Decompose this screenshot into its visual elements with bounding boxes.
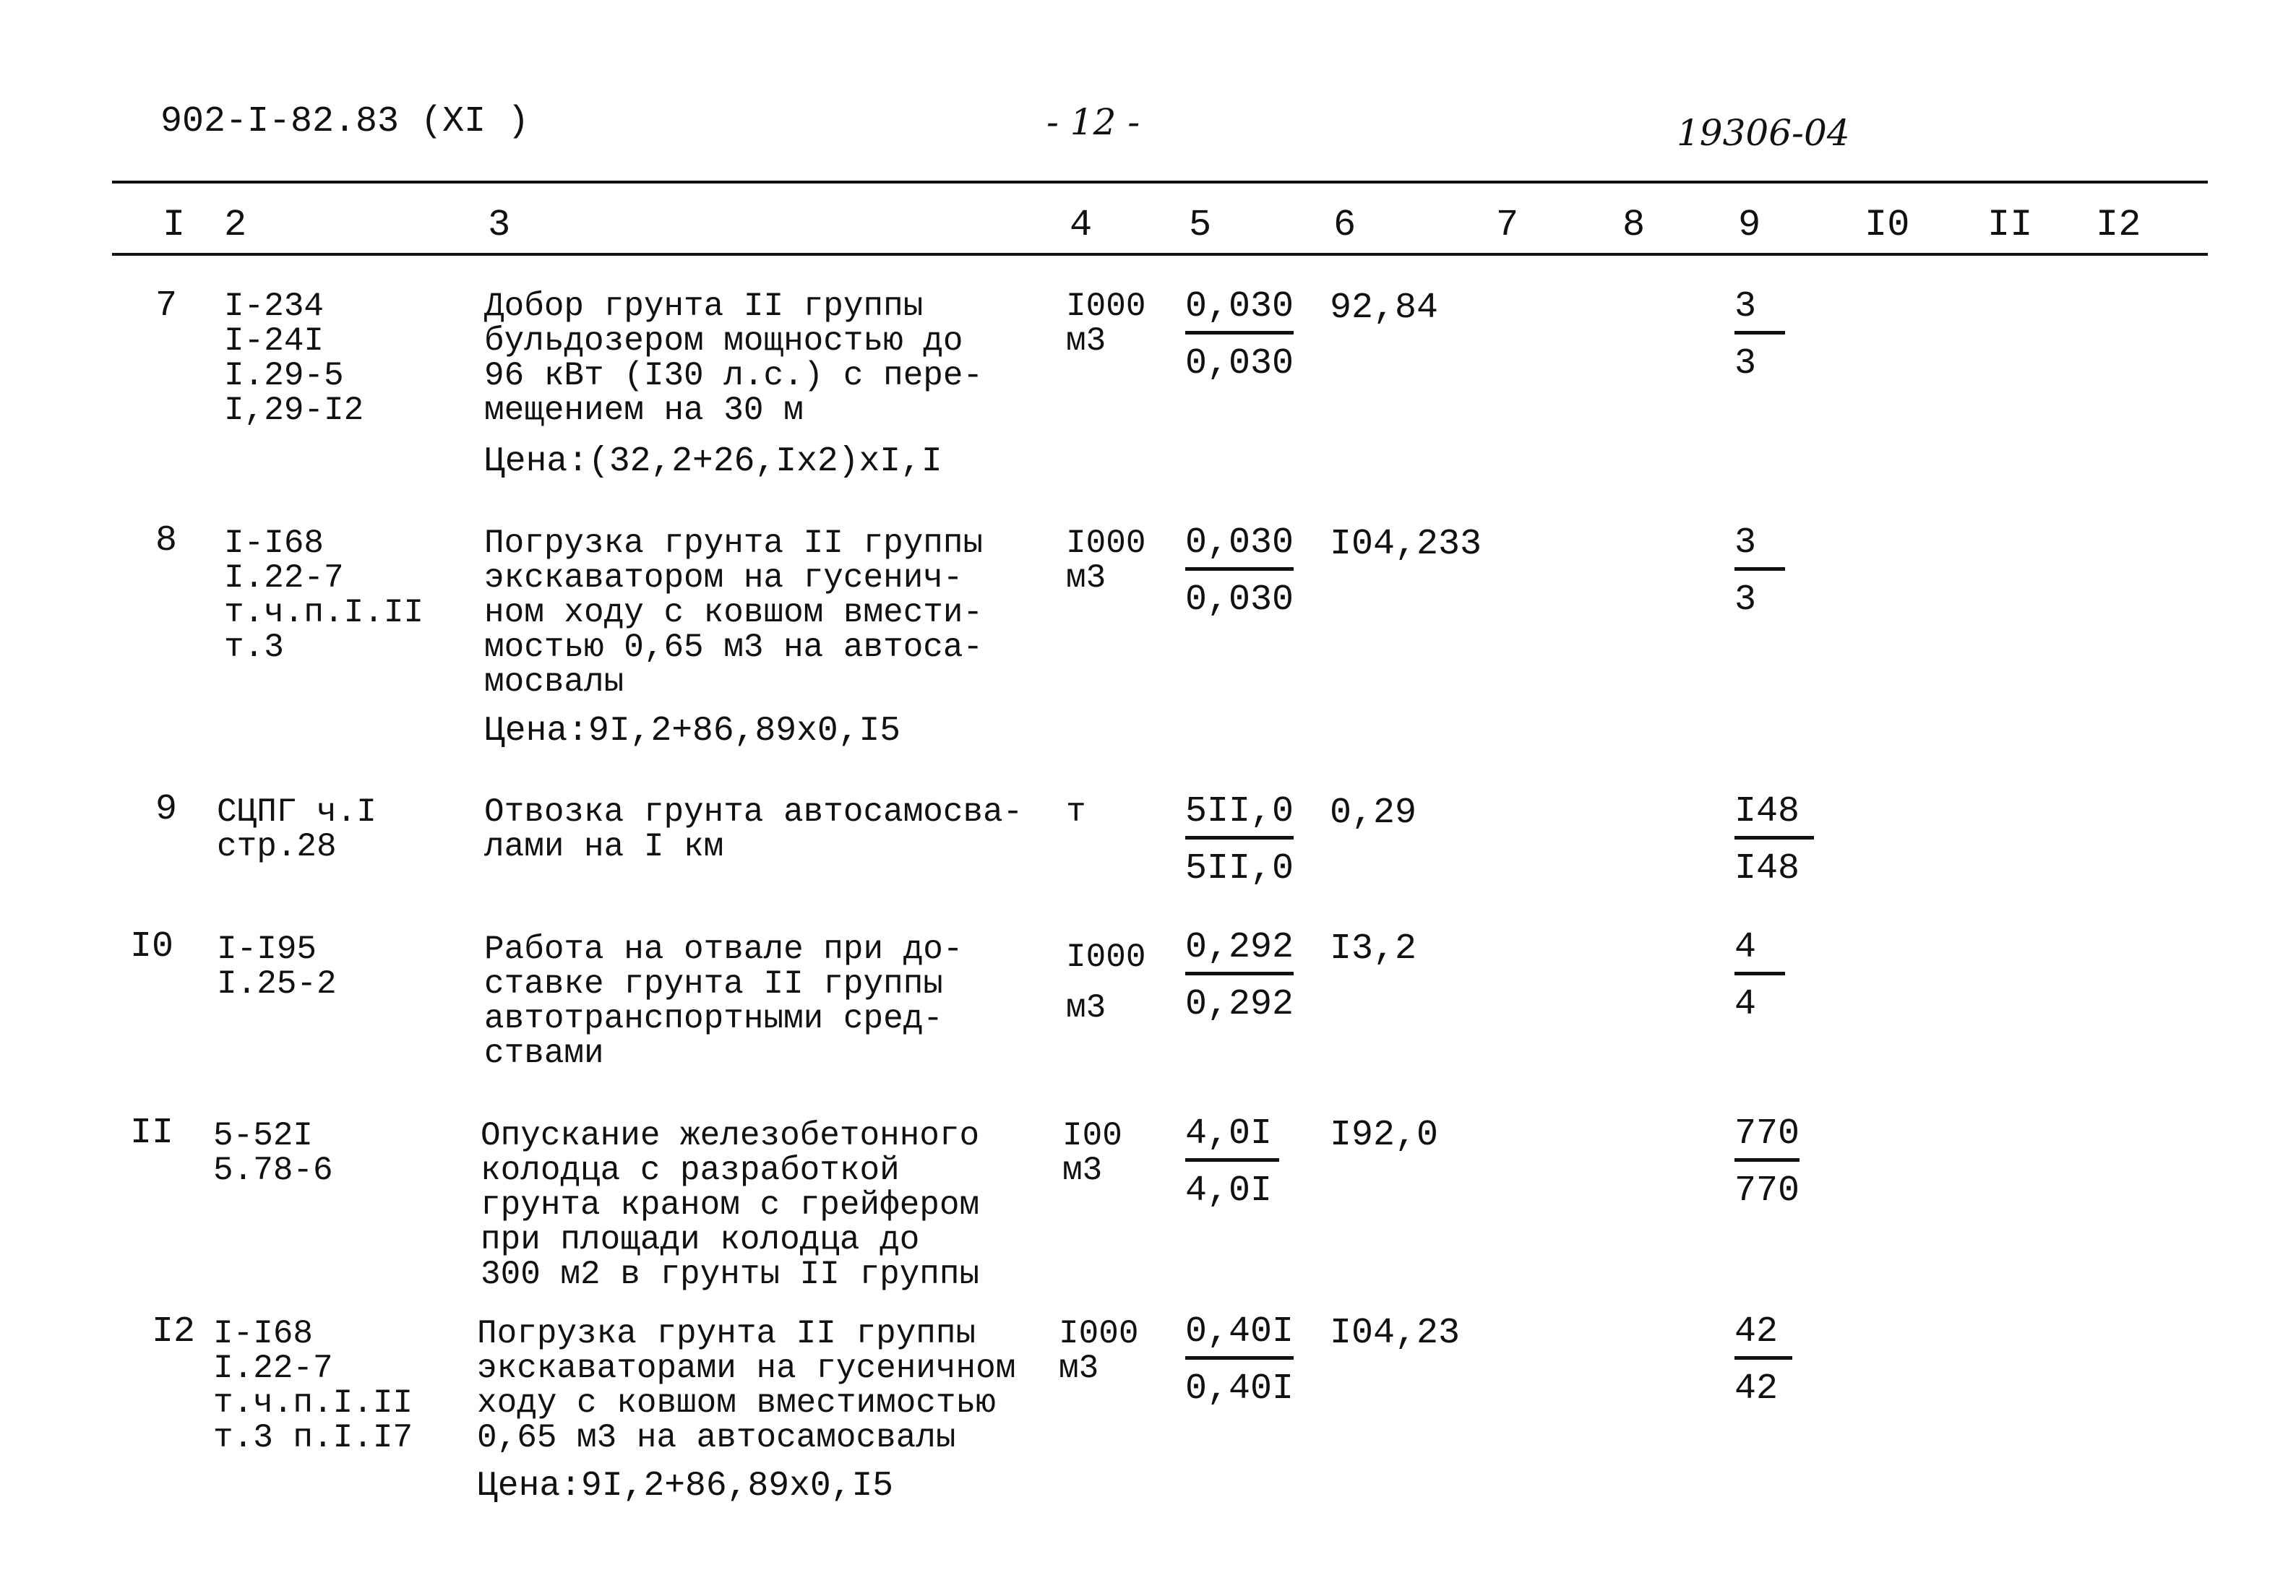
sheet-code: 19306-04 bbox=[1677, 112, 1850, 154]
document-code: 902-I-82.83 (XI ) bbox=[160, 101, 530, 142]
row-rate: 92,84 bbox=[1330, 288, 1439, 329]
row-quantity: $\frac{0,40I}{0,40I}$ bbox=[1185, 1311, 1294, 1410]
column-header: 5 bbox=[1189, 204, 1212, 246]
column-header: 6 bbox=[1333, 204, 1356, 246]
row-rate: I3,2 bbox=[1330, 928, 1417, 970]
row-codes: I-I68 I.22-7 т.ч.п.I.II т.3 bbox=[224, 525, 424, 666]
row-rate: 0,29 bbox=[1330, 793, 1417, 834]
row-col9-value: $\frac{I48}{I48}$ bbox=[1734, 793, 1814, 889]
row-price-formula: Цена:9I,2+86,89х0,I5 bbox=[484, 712, 901, 751]
row-codes: I-I68 I.22-7 т.ч.п.I.II т.3 п.I.I7 bbox=[213, 1315, 413, 1457]
row-number: II bbox=[130, 1113, 174, 1154]
row-description: Опускание железобетонного колодца с разработкой грунта краном с грейфером при площади колодца до 300 м2 в грунты II группы bbox=[481, 1117, 980, 1293]
row-col9-value: $\frac{3}{3}$ bbox=[1734, 288, 1785, 384]
column-header: 4 bbox=[1070, 204, 1093, 246]
column-header: II bbox=[1987, 204, 2033, 246]
row-price-formula: Цена:(32,2+26,Iх2)хI,I bbox=[484, 442, 942, 481]
row-unit: I000 м3 bbox=[1066, 525, 1146, 597]
row-quantity: $\frac{0,292}{0,292}$ bbox=[1185, 927, 1294, 1025]
row-number: I0 bbox=[130, 926, 174, 967]
row-rate: I92,0 bbox=[1330, 1115, 1439, 1156]
row-rate: I04,233 bbox=[1330, 524, 1482, 565]
column-header: 9 bbox=[1738, 204, 1761, 246]
row-codes: I-I95 I.25-2 bbox=[217, 931, 337, 1003]
row-price-formula: Цена:9I,2+86,89х0,I5 bbox=[477, 1467, 894, 1506]
row-codes: 5-52I 5.78-6 bbox=[213, 1117, 333, 1189]
row-quantity: $\frac{0,030}{0,030}$ bbox=[1185, 286, 1294, 384]
column-header: 7 bbox=[1496, 204, 1519, 246]
column-header: I2 bbox=[2096, 204, 2141, 246]
column-header: I bbox=[163, 204, 186, 246]
row-description: Работа на отвале при до- ставке грунта II группы автотранспортными сред- ствами bbox=[484, 931, 963, 1072]
row-description: Добор грунта II группы бульдозером мощностью до 96 кВт (I30 л.с.) с пере- мещением на 30 м bbox=[484, 288, 984, 429]
row-codes: СЦПГ ч.I стр.28 bbox=[217, 793, 377, 866]
column-header: I0 bbox=[1865, 204, 1910, 246]
row-col9-value: $\frac{3}{3}$ bbox=[1734, 524, 1785, 620]
row-unit: I00 м3 bbox=[1062, 1117, 1122, 1189]
row-description: Погрузка грунта II группы экскаватором на гусенич- ном ходу с ковшом вмести- мостью 0,65 м3 на автоса- мосвалы bbox=[484, 525, 984, 701]
row-col9-value: $\frac{770}{770}$ bbox=[1734, 1113, 1800, 1212]
row-description: Отвозка грунта автосамосва- лами на I км bbox=[484, 793, 1023, 866]
row-unit: т bbox=[1066, 793, 1086, 831]
column-header: 2 bbox=[224, 204, 247, 246]
row-number: 9 bbox=[155, 789, 178, 830]
page-number: - 12 - bbox=[1046, 101, 1140, 143]
row-quantity: $\frac{4,0I}{4,0I}$ bbox=[1185, 1115, 1279, 1211]
row-description: Погрузка грунта II группы экскаваторами на гусеничном ходу с ковшом вместимостью 0,65 м3 на автосамосвалы bbox=[477, 1315, 1016, 1457]
row-quantity: $\frac{5II,0}{5II,0}$ bbox=[1185, 791, 1294, 889]
row-unit: I000 м3 bbox=[1066, 288, 1146, 360]
column-header: 8 bbox=[1622, 204, 1646, 246]
row-unit: I000 м3 bbox=[1066, 939, 1146, 1027]
row-number: I2 bbox=[152, 1311, 196, 1353]
row-col9-value: $\frac{42}{42}$ bbox=[1734, 1313, 1792, 1409]
row-number: 7 bbox=[155, 285, 178, 327]
row-quantity: $\frac{0,030}{0,030}$ bbox=[1185, 522, 1294, 621]
header-top-rule bbox=[112, 181, 2208, 184]
row-rate: I04,23 bbox=[1330, 1313, 1461, 1354]
row-number: 8 bbox=[155, 520, 178, 561]
column-header: 3 bbox=[488, 204, 511, 246]
row-codes: I-234 I-24I I.29-5 I,29-I2 bbox=[224, 288, 364, 429]
row-col9-value: $\frac{4}{4}$ bbox=[1734, 928, 1785, 1025]
row-unit: I000 м3 bbox=[1059, 1315, 1139, 1387]
header-bottom-rule bbox=[112, 253, 2208, 256]
